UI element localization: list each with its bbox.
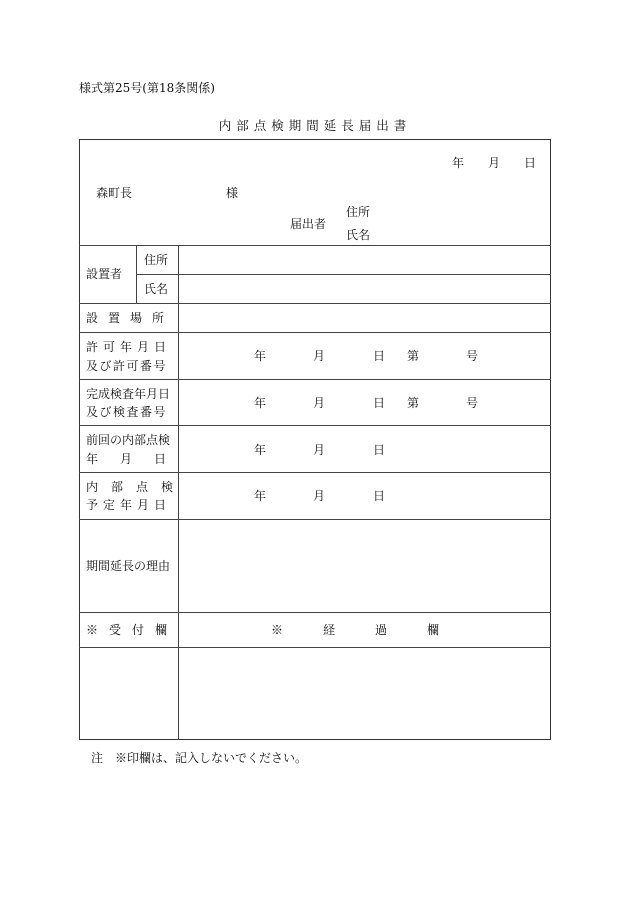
row-divider [79, 245, 551, 246]
applicant-label: 届出者 [290, 217, 327, 231]
row-divider [79, 379, 551, 380]
completion-month: 月 [313, 396, 326, 410]
footer-note: 注 ※印欄は、記入しないでください。 [91, 751, 308, 765]
completion-no-prefix: 第 [407, 396, 420, 410]
form-number: 様式第25号(第18条関係) [79, 81, 215, 95]
honorific: 様 [226, 186, 239, 200]
document-title: 内部点検期間延長届出書 [218, 118, 412, 133]
extension-reason-label: 期間延長の理由 [86, 559, 171, 573]
previous-inspection-month: 月 [313, 443, 326, 457]
installer-name-label: 氏名 [144, 282, 169, 296]
previous-inspection-day: 日 [373, 443, 386, 457]
completion-day: 日 [373, 396, 386, 410]
applicant-name-label: 氏名 [346, 228, 371, 242]
receipt-box [81, 649, 176, 738]
date-day: 日 [524, 156, 537, 170]
installer-address-label: 住所 [144, 253, 169, 267]
date-year: 年 [452, 156, 465, 170]
completion-label-line2: 及び検査番号 [86, 405, 168, 419]
installer-label-text: 設置者 [86, 267, 123, 281]
extension-reason-field[interactable] [180, 521, 549, 610]
row-divider [79, 519, 551, 520]
permit-year: 年 [254, 349, 267, 363]
row-divider [79, 425, 551, 426]
row-divider [136, 274, 551, 275]
previous-inspection-label-line2: 年月日 [86, 452, 189, 466]
permit-no-suffix: 号 [466, 349, 479, 363]
installer-label [86, 267, 128, 281]
applicant-address-label: 住所 [346, 205, 371, 219]
install-location-label: 設置場所 [86, 311, 175, 325]
completion-label-line1: 完成検査年月日 [86, 387, 171, 401]
date-month: 月 [488, 156, 501, 170]
permit-label-line1: 許可年月日 [86, 340, 172, 354]
addressee: 森町長 [96, 186, 133, 200]
planned-inspection-month: 月 [313, 489, 326, 503]
row-divider [79, 332, 551, 333]
previous-inspection-label-line1: 前回の内部点検 [86, 433, 171, 447]
row-divider [79, 612, 551, 613]
progress-column-header: ※経過欄 [271, 623, 480, 637]
previous-inspection-year: 年 [254, 443, 267, 457]
receipt-column-header: ※受付欄 [86, 623, 179, 637]
permit-no-prefix: 第 [407, 349, 420, 363]
planned-inspection-label-line2: 予定年月日 [86, 498, 172, 512]
completion-no-suffix: 号 [466, 396, 479, 410]
column-divider [136, 245, 137, 303]
row-divider [79, 647, 551, 648]
progress-box [180, 649, 549, 738]
permit-month: 月 [313, 349, 326, 363]
planned-inspection-day: 日 [373, 489, 386, 503]
permit-label-line2: 及び許可番号 [86, 359, 168, 373]
completion-year: 年 [254, 396, 267, 410]
planned-inspection-year: 年 [254, 489, 267, 503]
planned-inspection-label-line1: 内部点検 [86, 480, 187, 494]
permit-day: 日 [373, 349, 386, 363]
row-divider [79, 303, 551, 304]
row-divider [79, 472, 551, 473]
